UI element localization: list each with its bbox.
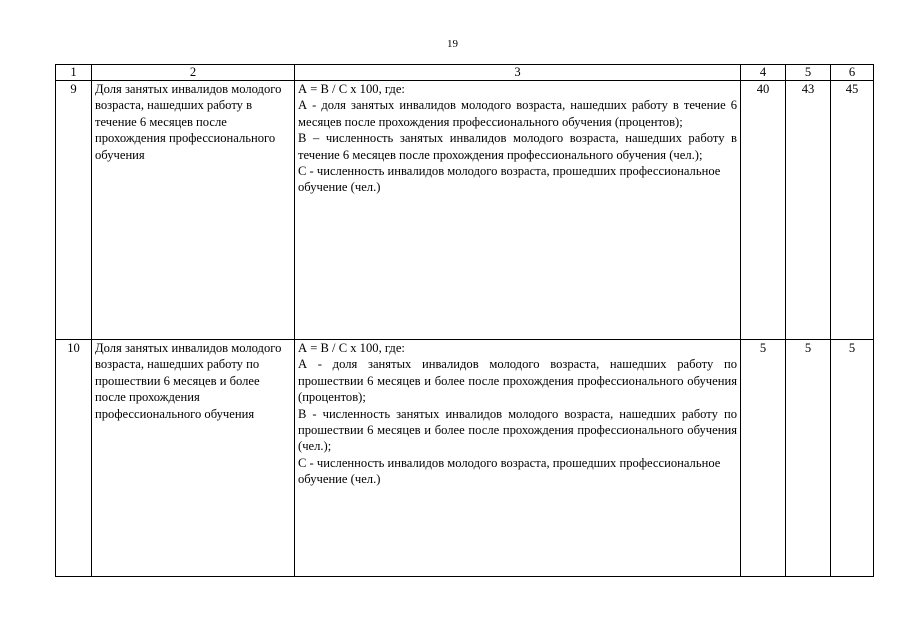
definition-c: С - численность инвалидов молодого возраста, прошедших профессиональное обучение (чел.)	[298, 455, 721, 487]
definition-a: А - доля занятых инвалидов молодого возраста, нашедших работу в течение 6 месяцев после прохождения профессионального обучения (процентов);	[298, 98, 737, 129]
formula-line: А = B / С х 100, где:	[298, 82, 405, 96]
column-header: 2	[92, 65, 295, 81]
value-col-5: 5	[786, 340, 831, 577]
definition-b: В – численность занятых инвалидов молодого возраста, нашедших работу в течение 6 месяцев после прохождения профессионального обучения (чел.);	[298, 131, 737, 162]
column-header: 1	[56, 65, 92, 81]
page-number: 19	[447, 38, 458, 50]
indicators-table	[55, 64, 874, 577]
indicator-name: Доля занятых инвалидов молодого возраста, нашедших работу по прошествии 6 месяцев и более после прохождения профессионального обучения	[92, 340, 295, 577]
value-col-5: 43	[786, 81, 831, 340]
formula-line: А = B / С х 100, где:	[298, 341, 405, 355]
definition-a: А - доля занятых инвалидов молодого возраста, нашедших работу по прошествии 6 месяцев и более после прохождения профессионального обучения (процентов);	[298, 357, 737, 405]
indicator-formula-cell	[295, 81, 741, 340]
value-col-4: 40	[741, 81, 786, 340]
value-col-6: 5	[831, 340, 874, 577]
row-number: 9	[56, 81, 92, 340]
definition-b: В - численность занятых инвалидов молодого возраста, нашедших работу по прошествии 6 месяцев и более после прохождения профессионального обучения (чел.);	[298, 406, 737, 454]
column-header: 4	[741, 65, 786, 81]
value-col-6: 45	[831, 81, 874, 340]
table-header-row	[56, 65, 874, 81]
indicator-name: Доля занятых инвалидов молодого возраста, нашедших работу в течение 6 месяцев после прохождения профессионального обучения	[92, 81, 295, 340]
indicator-formula-cell	[295, 340, 741, 577]
value-col-4: 5	[741, 340, 786, 577]
table-row	[56, 340, 874, 577]
row-number: 10	[56, 340, 92, 577]
column-header: 3	[295, 65, 741, 81]
table-row	[56, 81, 874, 340]
column-header: 5	[786, 65, 831, 81]
column-header: 6	[831, 65, 874, 81]
definition-c: С - численность инвалидов молодого возраста, прошедших профессиональное обучение (чел.)	[298, 164, 721, 195]
